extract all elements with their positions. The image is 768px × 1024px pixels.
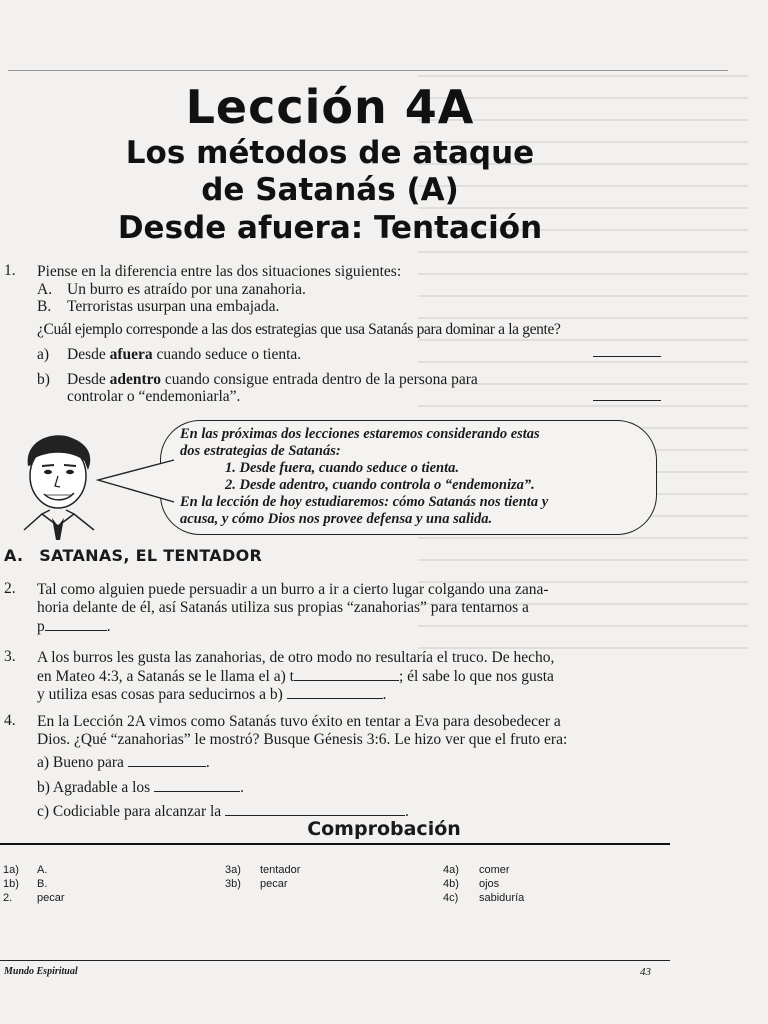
q3-line-3-text: y utiliza esas cosas para seducirnos a b): [37, 686, 283, 703]
q3-line-2b: ; él sabe lo que nos gusta: [398, 668, 554, 685]
check-key-3a: 3a): [225, 864, 241, 876]
section-a-heading: [4, 546, 262, 565]
section-a-title: SATANAS, EL TENTADOR: [39, 546, 263, 565]
q1-a-pre: Desde: [67, 346, 110, 363]
q3-line-2: [37, 666, 554, 686]
q1-answer-b-blank[interactable]: [593, 386, 661, 401]
q1-b-bold: adentro: [109, 371, 162, 388]
q4-number: 4.: [4, 712, 16, 729]
check-key-2: 2.: [3, 892, 13, 904]
q1-a-bold: afuera: [109, 346, 153, 363]
q4-a-text: a) Bueno para: [37, 754, 124, 771]
q3-line-3: y utiliza esas cosas para seducirnos a b) .: [37, 686, 387, 703]
check-value-2: pecar: [37, 892, 65, 904]
q2-p-letter: p: [37, 618, 45, 635]
q2-blank[interactable]: [45, 616, 107, 631]
q4-line-1: En la Lección 2A vimos como Satanás tuvo éxito en tentar a Eva para desobedecer a: [37, 713, 561, 730]
q4-line-2: Dios. ¿Qué “zanahorias” le mostró? Busque Génesis 3:6. Le hizo ver que el fruto era:: [37, 731, 568, 748]
check-value-3a: tentador: [260, 864, 301, 876]
q1-option-a: Un burro es atraído por una zanahoria.: [67, 281, 306, 298]
q1-b-post: cuando consigue entrada dentro de la persona para: [161, 371, 478, 388]
bubble-text: [180, 426, 650, 528]
q4-option-c: c) Codiciable para alcanzar la .: [37, 803, 409, 820]
subtitle-line-3: Desde afuera: Tentación: [117, 210, 543, 246]
q4-blank-c[interactable]: [225, 801, 405, 816]
check-value-4a: comer: [479, 864, 510, 876]
check-key-4c: 4c): [443, 892, 459, 904]
q1-b-pre: Desde: [67, 371, 110, 388]
footer-book-title: Mundo Espiritual: [4, 966, 78, 977]
check-rule: [0, 843, 670, 845]
q2-line-1: Tal como alguien puede persuadir a un burro a ir a cierto lugar colgando una zana-: [37, 581, 549, 598]
bubble-line-4: 2. Desde adentro, cuando controla o “endemoniza”.: [225, 477, 535, 493]
check-key-1b: 1b): [3, 878, 19, 890]
q1-answer-a-blank[interactable]: [593, 342, 661, 357]
q1-a-post: cuando seduce o tienta.: [152, 346, 302, 363]
q1-answer-a-label: a): [37, 346, 50, 363]
check-value-4b: ojos: [479, 878, 500, 890]
q1-answer-a-text: [67, 345, 301, 364]
q3-number: 3.: [4, 648, 16, 665]
check-value-3b: pecar: [260, 878, 288, 890]
top-rule: [8, 70, 728, 71]
check-key-1a: 1a): [3, 864, 19, 876]
q1-option-a-letter: A.: [37, 281, 53, 298]
q2-number: 2.: [4, 580, 16, 597]
q3-line-2a: en Mateo 4:3, a Satanás se le llama el a) t: [37, 668, 294, 685]
check-key-4b: 4b): [443, 878, 459, 890]
check-value-1b: B.: [37, 878, 48, 890]
subtitle-line-2: de Satanás (A): [201, 172, 459, 208]
footer-page-number: 43: [640, 966, 651, 978]
bubble-line-6: acusa, y cómo Dios nos provee defensa y una salida.: [180, 511, 493, 527]
q1-answer-b-label: b): [37, 371, 50, 388]
q1-number: 1.: [4, 262, 16, 279]
bubble-line-2: dos estrategias de Satanás:: [180, 443, 341, 459]
check-key-3b: 3b): [225, 878, 241, 890]
bubble-line-5: En la lección de hoy estudiaremos: cómo Satanás nos tienta y: [180, 494, 549, 510]
bubble-line-1: En las próximas dos lecciones estaremos considerando estas: [180, 426, 540, 442]
subtitle-line-1: Los métodos de ataque: [125, 135, 535, 171]
footer-rule: [0, 960, 670, 961]
check-value-1a: A.: [37, 864, 48, 876]
q2-line-3: p .: [37, 618, 111, 635]
lesson-title: Lección 4A: [185, 80, 475, 134]
q1-option-b: Terroristas usurpan una embajada.: [67, 298, 280, 315]
q1-intro: Piense en la diferencia entre las dos situaciones siguientes:: [37, 263, 402, 280]
q4-blank-b[interactable]: [154, 777, 240, 792]
bubble-line-3: 1. Desde fuera, cuando seduce o tienta.: [225, 460, 459, 476]
check-value-4c: sabiduría: [479, 892, 525, 904]
section-a-letter: A.: [4, 546, 24, 565]
q1-option-b-letter: B.: [37, 298, 52, 315]
q2-line-2: horia delante de él, así Satanás utiliza sus propias “zanahorias” para tentarnos a: [37, 599, 529, 616]
check-key-4a: 4a): [443, 864, 459, 876]
q3-blank-a[interactable]: [294, 666, 399, 681]
q4-c-text: c) Codiciable para alcanzar la: [37, 803, 222, 820]
q4-blank-a[interactable]: [128, 752, 206, 767]
q1-question: ¿Cuál ejemplo corresponde a las dos estrategias que usa Satanás para dominar a la gente?: [37, 321, 561, 338]
q4-b-text: b) Agradable a los: [37, 779, 151, 796]
q3-blank-b[interactable]: [287, 684, 383, 699]
q4-option-b: b) Agradable a los .: [37, 779, 244, 796]
q1-answer-b-line2: controlar o “endemoniarla”.: [67, 388, 241, 405]
check-title: Comprobación: [307, 818, 461, 840]
q3-line-1: A los burros les gusta las zanahorias, de otro modo no resultaría el truco. De hecho,: [37, 649, 555, 666]
q4-option-a: a) Bueno para .: [37, 754, 210, 771]
man-cartoon-icon: [14, 430, 124, 540]
